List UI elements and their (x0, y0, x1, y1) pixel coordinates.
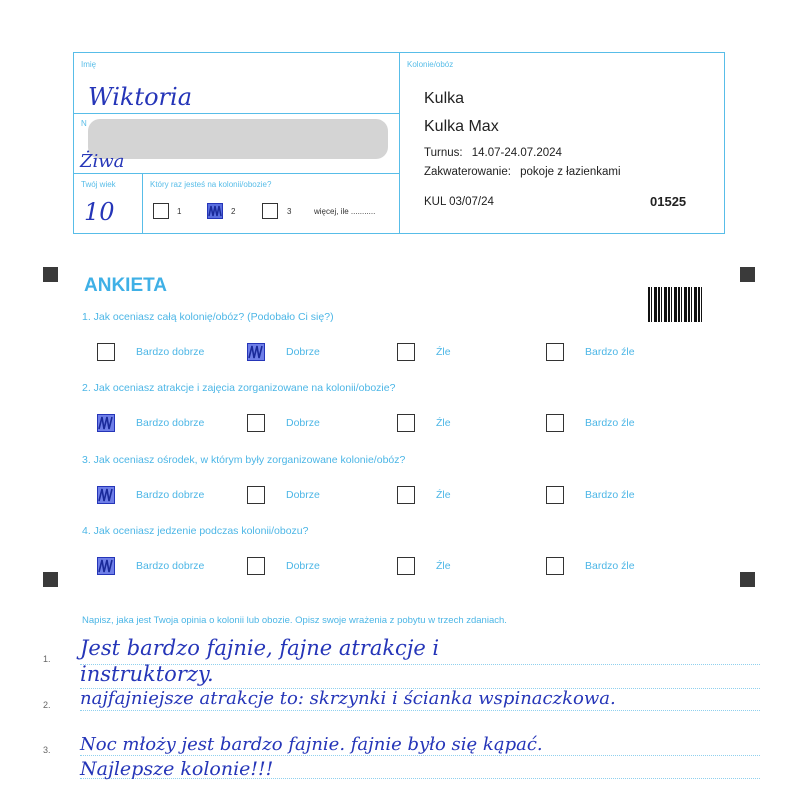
question-2-option-3-label: Źle (436, 417, 451, 429)
question-3-option-4-checkbox[interactable] (546, 486, 564, 504)
question-3-option-3-label: Źle (436, 489, 451, 501)
question-4-option-4-checkbox[interactable] (546, 557, 564, 575)
line-number-2: 2. (43, 700, 51, 710)
times-checkbox-1[interactable] (153, 203, 169, 219)
accommodation-row (424, 166, 621, 178)
line-number-3: 3. (43, 745, 51, 755)
survey-title: ANKIETA (84, 275, 168, 296)
turnus-value: 14.07-24.07.2024 (471, 147, 562, 159)
question-4-option-4-label: Bardzo źle (585, 560, 635, 572)
times-option-more: więcej, ile ........... (314, 207, 376, 216)
header-line (74, 173, 399, 174)
question-2-option-2-checkbox[interactable] (247, 414, 265, 432)
registration-mark (740, 267, 755, 282)
question-4-text: 4. Jak oceniasz jedzenie podczas kolonii/obozu? (82, 525, 309, 537)
scribble-mark-icon (98, 487, 114, 503)
question-3-option-1-label: Bardzo dobrze (136, 489, 205, 501)
accommodation-value: pokoje z łazienkami (520, 166, 621, 178)
scribble-mark-icon (98, 558, 114, 574)
question-1-option-4-checkbox[interactable] (546, 343, 564, 361)
question-4-option-2-checkbox[interactable] (247, 557, 265, 575)
header-divider (399, 53, 400, 233)
registration-mark (740, 572, 755, 587)
scribble-mark-icon (208, 204, 222, 218)
question-4-option-3-checkbox[interactable] (397, 557, 415, 575)
question-2-text: 2. Jak oceniasz atrakcje i zajęcia zorganizowane na kolonii/obozie? (82, 382, 396, 394)
times-option-1: 1 (177, 207, 182, 216)
question-1-option-2-checkbox[interactable] (247, 343, 265, 361)
surname-label: N (81, 119, 87, 128)
question-2-option-1-label: Bardzo dobrze (136, 417, 205, 429)
question-4-option-1-label: Bardzo dobrze (136, 560, 205, 572)
answer-1[interactable]: Jest bardzo fajnie, fajne atrakcje i (80, 636, 440, 660)
turnus-label: Turnus: (424, 147, 463, 159)
answer-line (80, 755, 760, 756)
line-number-1: 1. (43, 654, 51, 664)
question-1-text: 1. Jak oceniasz całą kolonię/obóz? (Podobało Ci się?) (82, 311, 334, 323)
camp-label: Kolonie/obóz (407, 60, 454, 69)
question-1-option-3-checkbox[interactable] (397, 343, 415, 361)
question-1-option-4-label: Bardzo źle (585, 346, 635, 358)
header-line (142, 173, 143, 233)
registration-mark (43, 572, 58, 587)
question-2-option-1-checkbox[interactable] (97, 414, 115, 432)
camp-code: KUL 03/07/24 (424, 196, 494, 208)
question-1-option-3-label: Źle (436, 346, 451, 358)
question-3-option-1-checkbox[interactable] (97, 486, 115, 504)
times-checkbox-2[interactable] (207, 203, 223, 219)
times-option-3: 3 (287, 207, 292, 216)
form-number: 01525 (650, 194, 687, 209)
question-2-option-3-checkbox[interactable] (397, 414, 415, 432)
camp-name: Kulka (424, 90, 465, 107)
age-value[interactable]: 10 (84, 198, 115, 226)
name-value[interactable]: Wiktoria (88, 83, 193, 111)
header-line (74, 113, 399, 114)
question-3-option-2-label: Dobrze (286, 489, 320, 501)
scribble-mark-icon (248, 344, 264, 360)
times-label: Który raz jesteś na kolonii/obozie? (150, 180, 272, 189)
answer-2[interactable]: najfajniejsze atrakcje to: skrzynki i ścianka wspinaczkowa. (80, 688, 616, 709)
scribble-mark-icon (98, 415, 114, 431)
question-2-option-2-label: Dobrze (286, 417, 320, 429)
times-checkbox-3[interactable] (262, 203, 278, 219)
question-4-option-3-label: Źle (436, 560, 451, 572)
turnus-row (424, 147, 562, 159)
question-3-text: 3. Jak oceniasz ośrodek, w którym były zorganizowane kolonie/obóz? (82, 454, 406, 466)
question-3-option-3-checkbox[interactable] (397, 486, 415, 504)
answer-line (80, 710, 760, 711)
accommodation-label: Zakwaterowanie: (424, 166, 511, 178)
opinion-prompt: Napisz, jaka jest Twoja opinia o kolonii lub obozie. Opisz swoje wrażenia z pobytu w trzech zdaniach. (82, 615, 507, 626)
question-3-option-4-label: Bardzo źle (585, 489, 635, 501)
answer-1-cont[interactable]: instruktorzy. (80, 662, 214, 686)
redaction-bar (88, 119, 388, 159)
question-3-option-2-checkbox[interactable] (247, 486, 265, 504)
registration-mark (43, 267, 58, 282)
name-label: Imię (81, 60, 97, 69)
age-label: Twój wiek (81, 180, 116, 189)
times-option-2: 2 (231, 207, 236, 216)
camp-full-name: Kulka Max (424, 118, 499, 135)
answer-3[interactable]: Noc młoży jest bardzo fajnie. fajnie było się kąpać. (80, 734, 543, 755)
question-1-option-2-label: Dobrze (286, 346, 320, 358)
question-4-option-2-label: Dobrze (286, 560, 320, 572)
question-2-option-4-checkbox[interactable] (546, 414, 564, 432)
question-1-option-1-checkbox[interactable] (97, 343, 115, 361)
barcode-icon (648, 287, 702, 322)
question-4-option-1-checkbox[interactable] (97, 557, 115, 575)
question-2-option-4-label: Bardzo źle (585, 417, 635, 429)
header-form (73, 52, 725, 234)
question-1-option-1-label: Bardzo dobrze (136, 346, 205, 358)
answer-3-cont[interactable]: Najlepsze kolonie!!! (80, 758, 274, 780)
surname-value[interactable]: Żiwa (80, 151, 125, 172)
